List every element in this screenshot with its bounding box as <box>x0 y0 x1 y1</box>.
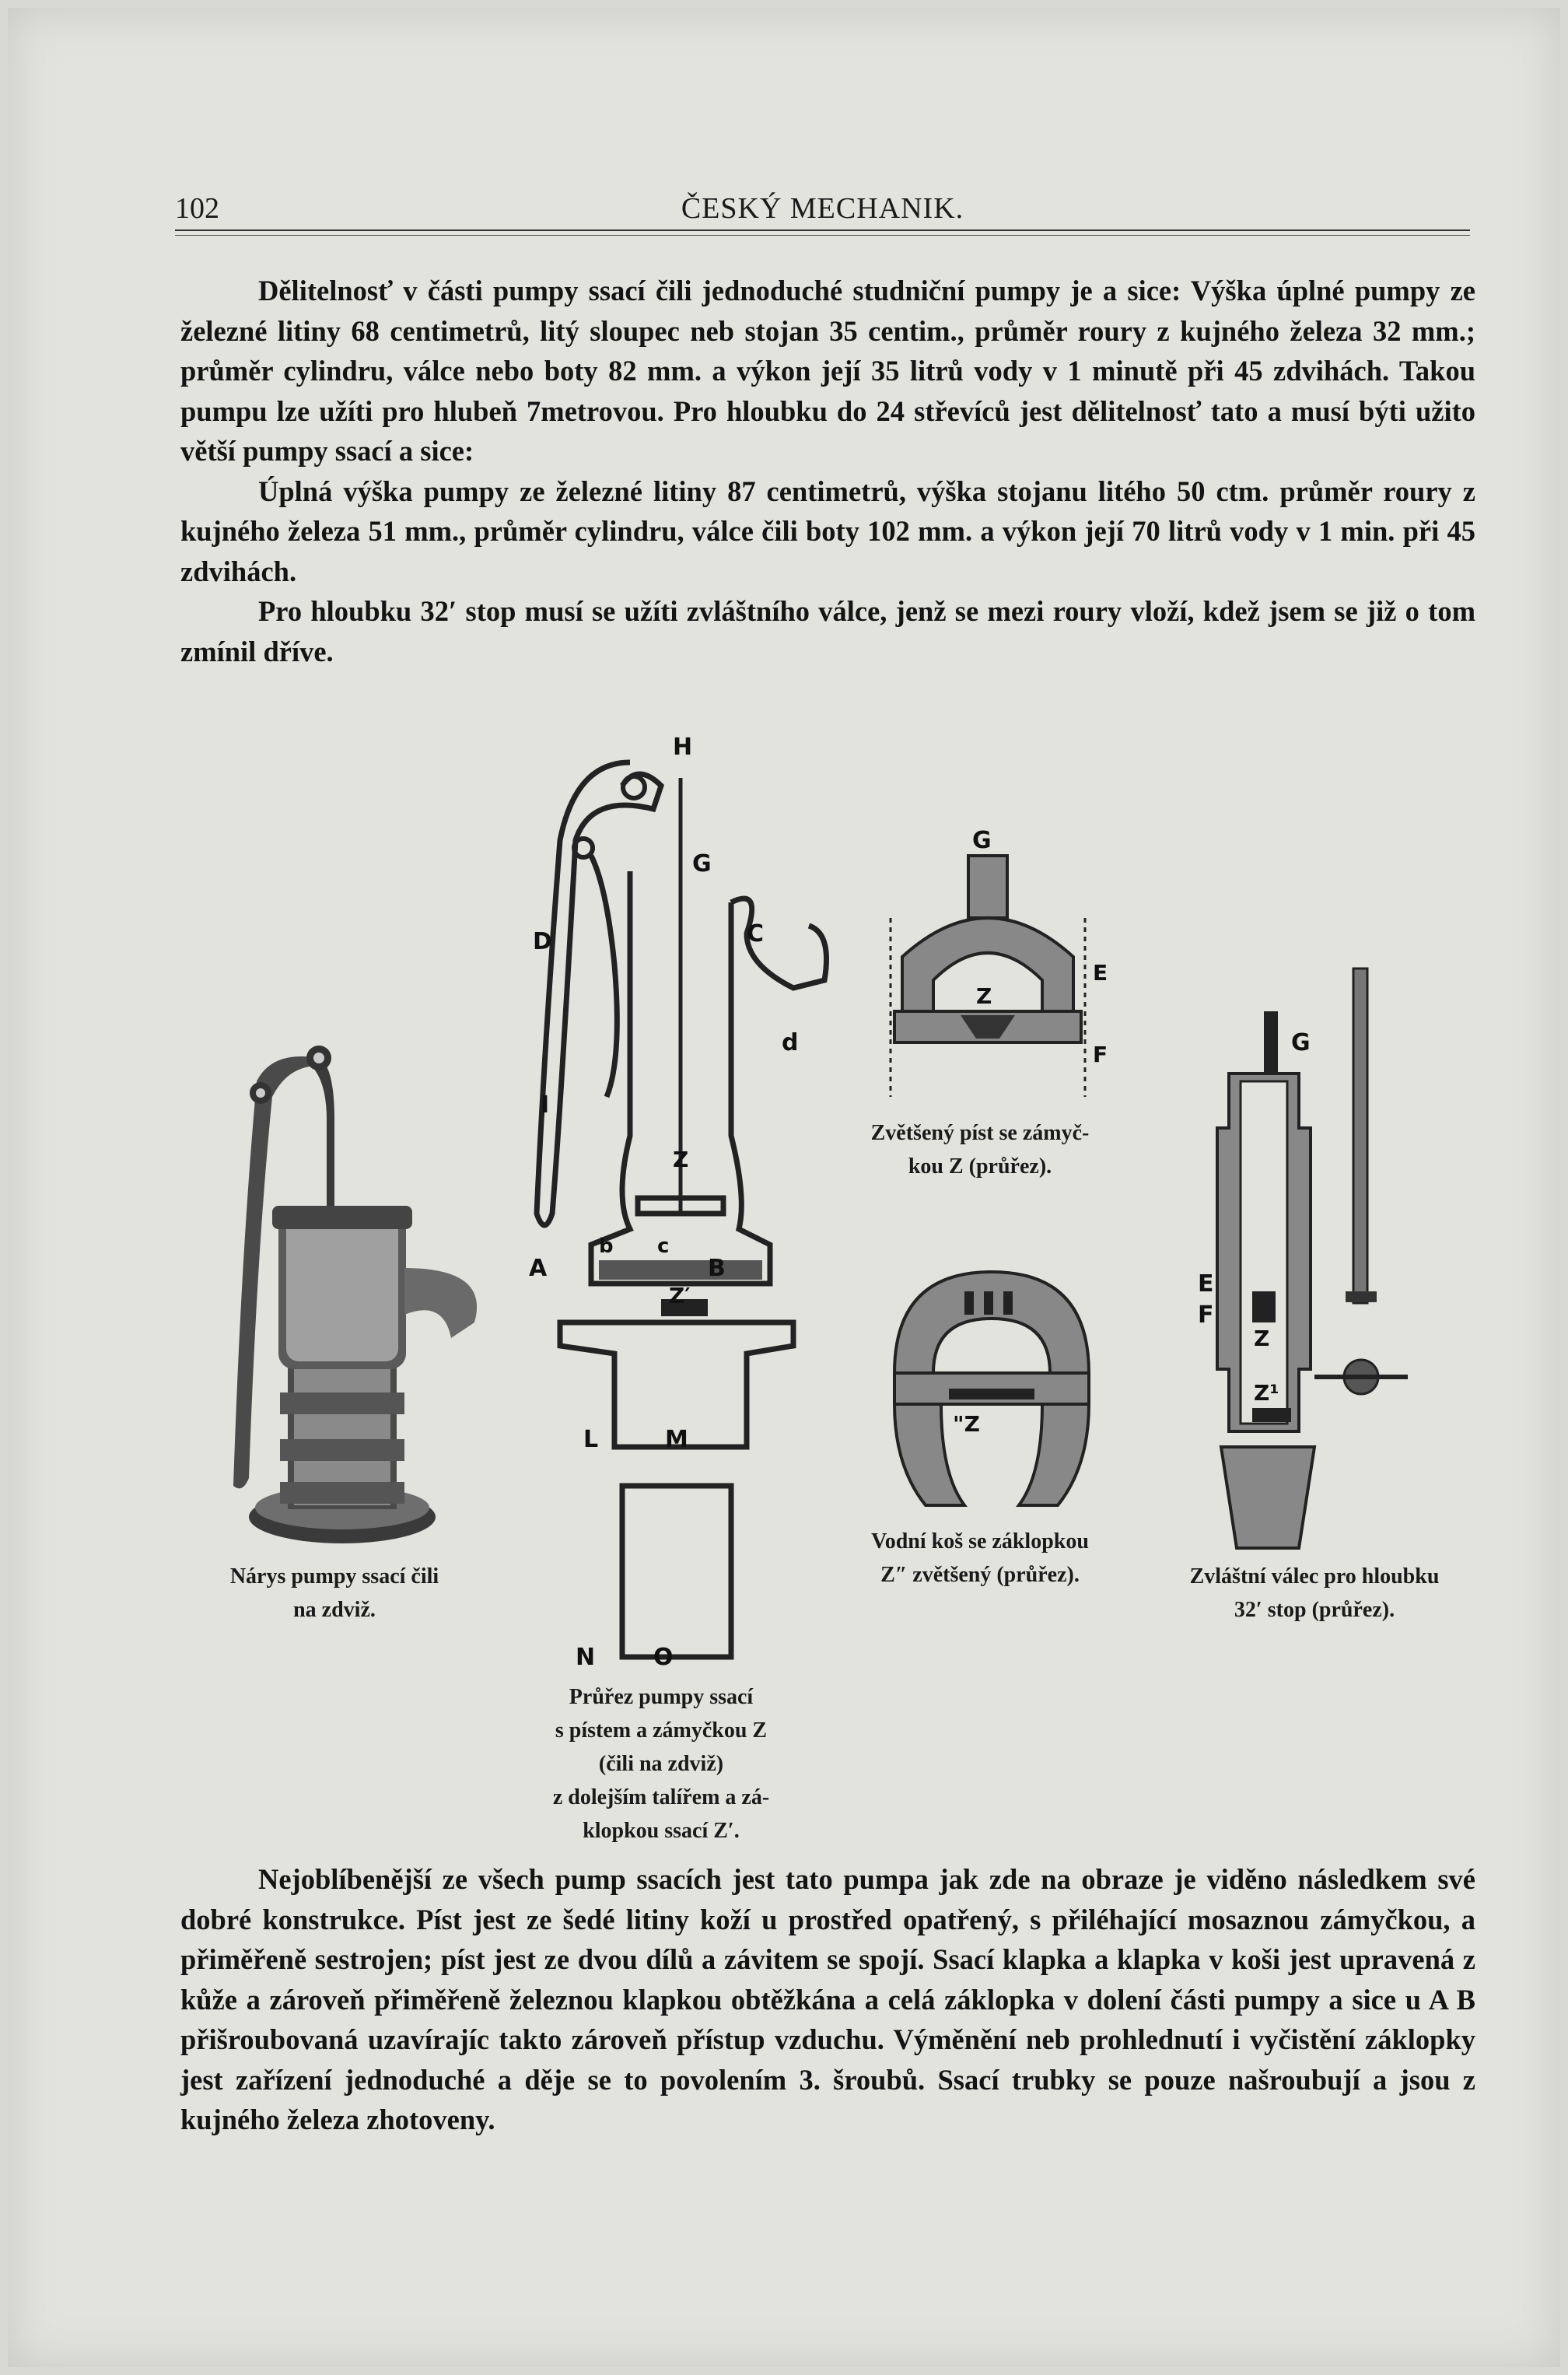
caption-line: Zvětšený píst se zámyč- <box>870 1121 1090 1145</box>
label-H: H <box>673 734 693 761</box>
caption-line: kou Z (průřez). <box>908 1154 1052 1179</box>
intro-paragraph-1: Dělitelnosť v části pumpy ssací čili jednoduché studniční pumpy je a sice: Výška úplné pumpy ze železné litiny 68 centimetrů, litý sloupec neb stojan 35 centim., průměr roury z kujného železa 32 mm.; průměr cylindru, válce nebo boty 82 mm. a výkon její 35 litrů vody v 1 minutě při 45 zdvihách. Takou pumpu lze užíti pro hlubeň 7metrovou. Pro hloubku do 24 střevíců jest dělitelnosť tato a musí býti užito větší pumpy ssací a sice: <box>180 275 1475 467</box>
label-c: c <box>657 1235 670 1258</box>
caption-line: Průřez pumpy ssací <box>569 1685 754 1709</box>
book-page <box>8 8 1560 2367</box>
intro-text <box>180 271 1475 671</box>
caption-line: Vodní koš se záklopkou <box>871 1529 1089 1554</box>
intro-paragraph-2: Úplná výška pumpy ze železné litiny 87 centimetrů, výška stojanu litého 50 ctm. průměr roury z kujného železa 51 mm., průměr cylindru, válce čili boty 102 mm. a výkon její 70 litrů vody v 1 min. při 45 zdvihách. <box>180 475 1475 587</box>
label-L: L <box>583 1426 599 1453</box>
strainer-detail-caption <box>817 1525 1143 1592</box>
label-O: O <box>653 1644 674 1671</box>
label-N: N <box>576 1644 596 1671</box>
label-G: G <box>972 827 992 854</box>
header-rule-thin <box>175 235 1470 236</box>
special-cylinder-figure <box>1198 965 1431 1556</box>
pump-section-drawing <box>513 731 840 1680</box>
pump-section-figure <box>513 731 840 1680</box>
page-header <box>175 185 1470 232</box>
running-title: ČESKÝ MECHANIK. <box>681 192 964 225</box>
caption-line: na zdviž. <box>293 1598 376 1622</box>
caption-line: Nárys pumpy ssací čili <box>229 1564 439 1589</box>
strainer-detail-drawing <box>879 1256 1104 1521</box>
label-E: E <box>1198 1270 1214 1298</box>
label-d: d <box>782 1029 799 1056</box>
label-M: M <box>665 1426 688 1453</box>
label-Z1: Z¹ <box>1254 1380 1279 1406</box>
pump-section-caption <box>490 1680 832 1848</box>
label-Z-prime: Z′ <box>669 1283 691 1308</box>
label-G: G <box>1291 1029 1311 1056</box>
caption-line: Zvláštní válec pro hloubku <box>1189 1564 1440 1589</box>
caption-line: (čili na zdviž) <box>598 1752 724 1776</box>
caption-line: 32′ stop (průřez). <box>1234 1598 1395 1622</box>
label-A: A <box>529 1255 548 1282</box>
pump-exterior-figure <box>194 1019 490 1564</box>
pump-exterior-drawing <box>194 1019 490 1564</box>
page-number: 102 <box>175 192 219 225</box>
label-C: C <box>747 920 765 948</box>
label-B: B <box>708 1255 726 1282</box>
label-G: G <box>692 850 712 877</box>
label-b: b <box>599 1235 614 1258</box>
closing-text <box>180 1859 1475 2140</box>
caption-line: klopkou ssací Z′. <box>583 1819 740 1843</box>
caption-line: Z″ zvětšený (průřez). <box>880 1563 1080 1587</box>
closing-paragraph: Nejoblíbenější ze všech pump ssacích jest tato pumpa jak zde na obraze je viděno následkem své dobré konstrukce. Píst jest ze šedé litiny koží u prostřed opatřený, s přiléhající mosaznou zámyčkou, a přiměřeně sestrojen; píst jest ze dvou dílů a závitem se spojí. Ssací klapka a klapka v koši jest upravená z kůže a zároveň přiměřeně železnou klapkou obtěžkána a celá záklopka v dolení části pumpy a sice u A B přišroubovaná uzavírajíc takto zároveň přístup vzduchu. Výměnění neb prohlednutí i vyčistění záklopky jest zařízení jednoduché a děje se to povolením 3. šroubů. Ssací trubky se pouze našroubují a jsou z kujného železa zhotoveny. <box>180 1863 1475 2135</box>
label-Z: Z <box>1254 1326 1270 1351</box>
strainer-detail-figure <box>879 1256 1104 1521</box>
intro-paragraph-3: Pro hloubku 32′ stop musí se užíti zvláštního válce, jenž se mezi roury vloží, kdež jsem se již o tom zmínil dříve. <box>180 595 1475 667</box>
label-Z-double-prime: "Z <box>953 1411 980 1437</box>
header-rule <box>175 229 1470 231</box>
label-Z: Z <box>673 1147 689 1172</box>
label-F: F <box>1198 1301 1214 1329</box>
caption-line: z dolejším talířem a zá- <box>552 1785 770 1809</box>
special-cylinder-caption <box>1128 1560 1501 1627</box>
label-E: E <box>1093 960 1108 986</box>
caption-line: s pístem a zámyčkou Z <box>555 1718 768 1743</box>
label-F: F <box>1093 1042 1108 1067</box>
pump-exterior-caption <box>171 1560 498 1627</box>
piston-detail-drawing <box>879 825 1112 1112</box>
label-I: I <box>541 1091 550 1119</box>
piston-detail-figure <box>879 825 1112 1112</box>
label-Z: Z <box>976 983 992 1009</box>
special-cylinder-drawing <box>1198 965 1431 1556</box>
piston-detail-caption <box>817 1116 1143 1183</box>
label-D: D <box>533 928 552 955</box>
